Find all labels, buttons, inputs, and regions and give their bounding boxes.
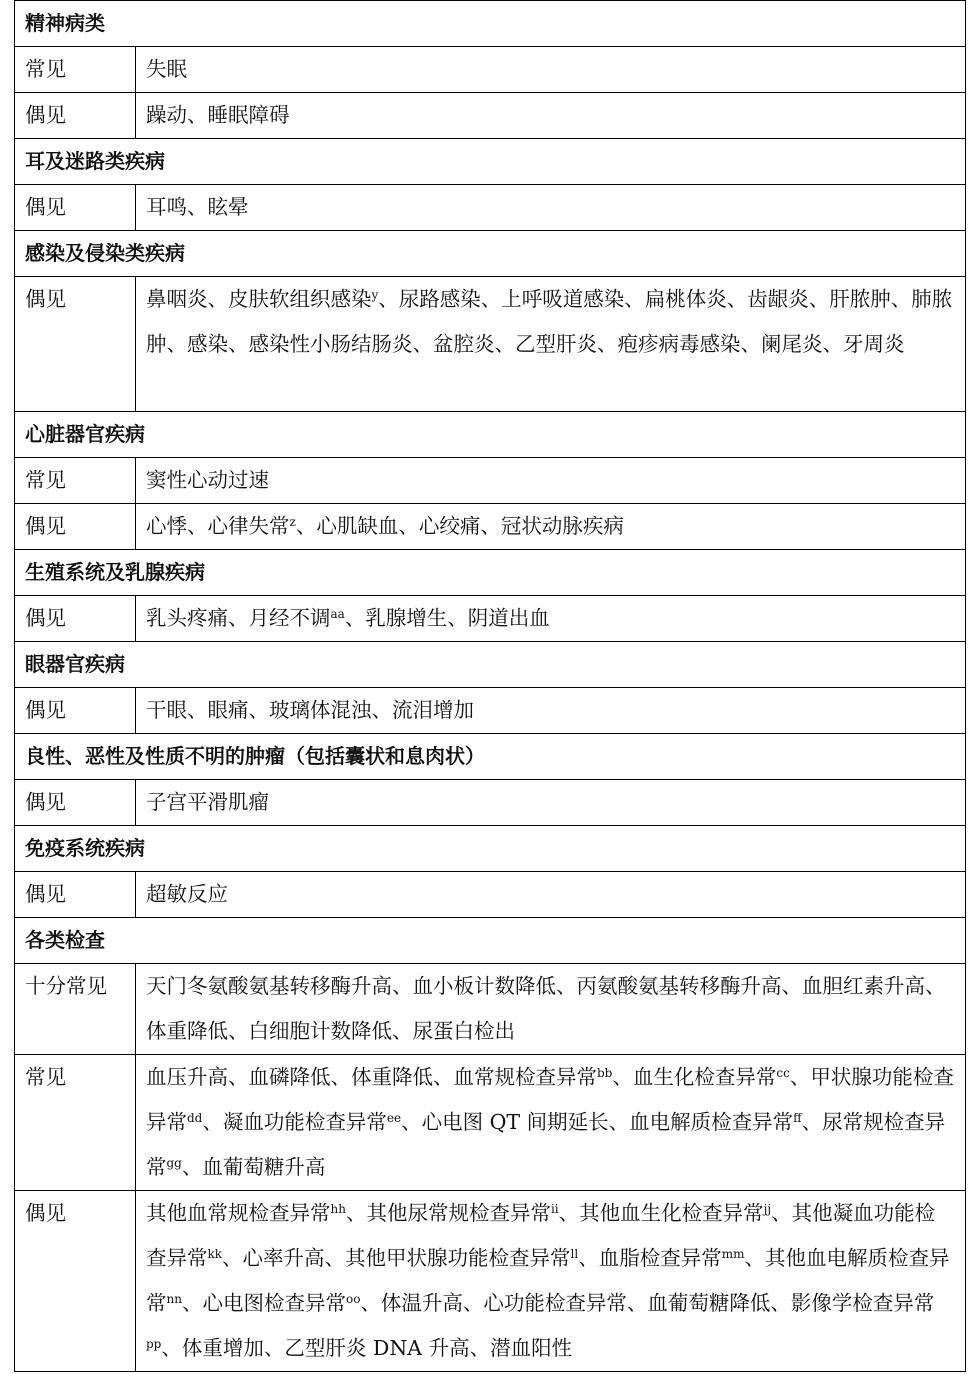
term-text: 、尿常规检查异常 <box>146 1110 946 1179</box>
reaction-terms-cell <box>136 458 966 504</box>
term-text: 、其他血生化检查异常 <box>558 1201 764 1225</box>
reaction-terms-cell <box>136 872 966 918</box>
reaction-terms-cell <box>136 93 966 139</box>
footnote-marker: nn <box>166 1292 182 1306</box>
frequency-cell: 常见 <box>15 1055 136 1191</box>
frequency-cell: 偶见 <box>15 596 136 642</box>
frequency-cell: 偶见 <box>15 277 136 412</box>
category-heading: 良性、恶性及性质不明的肿瘤（包括囊状和息肉状） <box>15 734 966 780</box>
term-text: 乳头疼痛、月经不调 <box>146 606 331 630</box>
frequency-cell: 偶见 <box>15 688 136 734</box>
term-text: 干眼、眼痛、玻璃体混浊、流泪增加 <box>146 698 474 722</box>
table-row <box>15 1055 966 1191</box>
footnote-marker: bb <box>597 1066 613 1080</box>
frequency-cell: 偶见 <box>15 93 136 139</box>
table-row <box>15 504 966 550</box>
table-row <box>15 688 966 734</box>
term-text: 、其他凝血功能检查异常 <box>146 1201 936 1270</box>
term-text: 鼻咽炎、皮肤软组织感染 <box>146 287 372 311</box>
footnote-marker: cc <box>776 1066 790 1080</box>
footnote-marker: aa <box>330 607 345 621</box>
footnote-marker: y <box>371 288 379 302</box>
category-heading: 感染及侵染类疾病 <box>15 231 966 277</box>
term-text: 、血脂检查异常 <box>578 1246 722 1270</box>
term-text: 、其他尿常规检查异常 <box>345 1201 551 1225</box>
category-heading: 生殖系统及乳腺疾病 <box>15 550 966 596</box>
frequency-cell: 偶见 <box>15 185 136 231</box>
reaction-terms-cell <box>136 1191 966 1372</box>
table-row <box>15 964 966 1055</box>
reaction-terms-cell <box>136 780 966 826</box>
footnote-marker: pp <box>146 1337 162 1351</box>
term-text: 耳鸣、眩晕 <box>146 195 249 219</box>
footnote-marker: ii <box>550 1202 559 1216</box>
term-text: 、凝血功能检查异常 <box>202 1110 387 1134</box>
footnote-marker: mm <box>721 1247 745 1261</box>
footnote-marker: oo <box>345 1292 361 1306</box>
category-row <box>15 231 966 277</box>
footnote-marker: ee <box>386 1111 402 1125</box>
footnote-marker: gg <box>166 1156 182 1170</box>
reaction-terms-cell <box>136 185 966 231</box>
frequency-cell: 常见 <box>15 458 136 504</box>
category-heading: 心脏器官疾病 <box>15 412 966 458</box>
term-text: 心悸、心律失常 <box>146 514 290 538</box>
reaction-terms-cell <box>136 47 966 93</box>
term-text: 、血葡萄糖升高 <box>181 1155 326 1179</box>
term-text: 、体重增加、乙型肝炎 DNA 升高、潜血阳性 <box>161 1336 573 1360</box>
term-text: 躁动、睡眠障碍 <box>146 103 290 127</box>
reaction-terms-cell <box>136 1055 966 1191</box>
footnote-marker: dd <box>187 1111 203 1125</box>
footnote-marker: z <box>289 515 296 529</box>
term-text: 、尿路感染、上呼吸道感染、扁桃体炎、齿龈炎、肝脓肿、肺脓肿、感染、感染性小肠结肠炎、盆腔炎、乙型肝炎、疱疹病毒感染、阑尾炎、牙周炎 <box>146 287 953 356</box>
table-row <box>15 277 966 412</box>
category-row <box>15 826 966 872</box>
table-row <box>15 458 966 504</box>
category-row <box>15 734 966 780</box>
reaction-terms-cell <box>136 964 966 1055</box>
term-text: 、心电图检查异常 <box>181 1291 346 1315</box>
category-heading: 耳及迷路类疾病 <box>15 139 966 185</box>
frequency-cell: 偶见 <box>15 780 136 826</box>
footnote-marker: ll <box>570 1247 579 1261</box>
frequency-cell: 偶见 <box>15 504 136 550</box>
footnote-marker: jj <box>763 1202 772 1216</box>
reaction-terms-cell <box>136 596 966 642</box>
footnote-marker: ff <box>793 1111 802 1125</box>
category-heading: 眼器官疾病 <box>15 642 966 688</box>
reaction-terms-cell <box>136 688 966 734</box>
frequency-cell: 偶见 <box>15 872 136 918</box>
term-text: 子宫平滑肌瘤 <box>146 790 269 814</box>
category-heading: 各类检查 <box>15 918 966 964</box>
table-row <box>15 93 966 139</box>
table-row <box>15 596 966 642</box>
category-row <box>15 918 966 964</box>
frequency-cell: 常见 <box>15 47 136 93</box>
frequency-cell: 十分常见 <box>15 964 136 1055</box>
category-row <box>15 412 966 458</box>
table-row <box>15 185 966 231</box>
term-text: 血压升高、血磷降低、体重降低、血常规检查异常 <box>146 1065 597 1089</box>
reaction-terms-cell <box>136 277 966 412</box>
term-text: 、乳腺增生、阴道出血 <box>344 606 550 630</box>
category-row <box>15 550 966 596</box>
table-row <box>15 780 966 826</box>
term-text: 失眠 <box>146 57 187 81</box>
frequency-cell: 偶见 <box>15 1191 136 1372</box>
term-text: 、心肌缺血、心绞痛、冠状动脉疾病 <box>295 514 624 538</box>
category-row <box>15 1 966 47</box>
table-row <box>15 1191 966 1372</box>
adverse-reaction-table <box>14 0 966 1372</box>
reaction-terms-cell <box>136 504 966 550</box>
category-heading: 免疫系统疾病 <box>15 826 966 872</box>
footnote-marker: kk <box>207 1247 223 1261</box>
footnote-marker: hh <box>330 1202 346 1216</box>
term-text: 、其他血电解质检查异常 <box>146 1246 950 1315</box>
term-text: 窦性心动过速 <box>146 468 269 492</box>
table-row <box>15 872 966 918</box>
table-row <box>15 47 966 93</box>
term-text: 、体温升高、心功能检查异常、血葡萄糖降低、影像学检查异常 <box>360 1291 935 1315</box>
term-text: 其他血常规检查异常 <box>146 1201 331 1225</box>
category-heading: 精神病类 <box>15 1 966 47</box>
term-text: 超敏反应 <box>146 882 228 906</box>
term-text: 、心电图 QT 间期延长、血电解质检查异常 <box>401 1110 794 1134</box>
term-text: 、心率升高、其他甲状腺功能检查异常 <box>222 1246 571 1270</box>
term-text: 、甲状腺功能检查异常 <box>146 1065 954 1134</box>
term-text: 、血生化检查异常 <box>612 1065 777 1089</box>
term-text: 天门冬氨酸氨基转移酶升高、血小板计数降低、丙氨酸氨基转移酶升高、血胆红素升高、体重降低、白细胞计数降低、尿蛋白检出 <box>146 974 946 1043</box>
category-row <box>15 139 966 185</box>
category-row <box>15 642 966 688</box>
